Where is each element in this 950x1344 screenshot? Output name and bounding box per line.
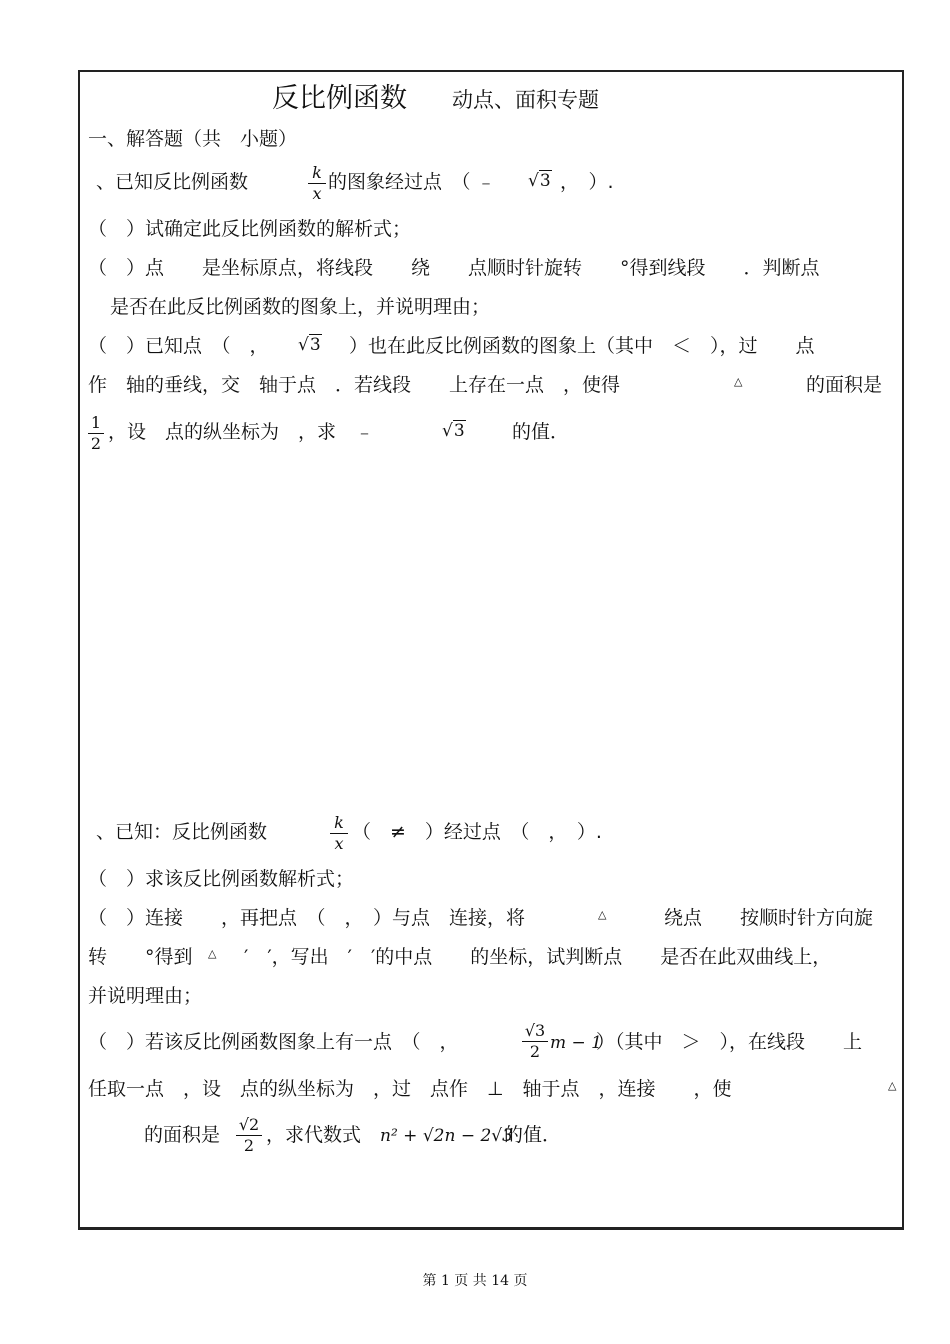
q2-expression: n² + √2n − 2√3 bbox=[380, 1126, 513, 1146]
q2-part3-fraction: √3 2 bbox=[522, 1022, 548, 1061]
q2-fraction: k x bbox=[330, 814, 348, 853]
q1-part3-sqrt: √3 bbox=[298, 335, 321, 355]
q2-part2-line2-a: 转 °得到 bbox=[88, 946, 193, 968]
q1-part1: （ ）试确定此反比例函数的解析式； bbox=[88, 218, 412, 240]
q2-part2-line2-b: ′ ′，写出 ′ ′的中点 的坐标，试判断点 是否在此双曲线上， bbox=[244, 946, 832, 968]
q2-part2-line1-b: 绕点 按顺时针方向旋 bbox=[664, 907, 874, 929]
q1-stem-c: ， ）. bbox=[560, 171, 614, 193]
q2-stem-b: （ ≠ ）经过点 （ ， ）. bbox=[352, 821, 602, 843]
q1-part3-line2-a: 作 轴的垂线，交 轴于点 ．若线段 上存在一点 ，使得 bbox=[88, 374, 621, 396]
q2-stem-a: 、已知：反比例函数 bbox=[96, 821, 268, 843]
q1-fraction: k x bbox=[308, 164, 326, 203]
q2-part3-line3-b: ，求代数式 bbox=[266, 1124, 362, 1146]
q2-part3-line3-a: 的面积是 bbox=[144, 1124, 221, 1146]
q2-part1: （ ）求该反比例函数解析式； bbox=[88, 868, 355, 890]
q1-stem-b: 的图象经过点 （ ﹣ bbox=[328, 171, 496, 193]
triangle-symbol: △ bbox=[208, 947, 217, 960]
triangle-symbol: △ bbox=[888, 1079, 897, 1092]
page-footer: 第 1 页 共 14 页 bbox=[422, 1273, 528, 1289]
q2-part2-line3: 并说明理由； bbox=[88, 985, 203, 1007]
q1-part3-line1-b: ）也在此反比例函数的图象上（其中 ＜ ），过 点 bbox=[330, 335, 815, 357]
page-frame bbox=[78, 70, 904, 1230]
page-subtitle: 动点、面积专题 bbox=[452, 88, 599, 112]
q2-part2-line1-a: （ ）连接 ，再把点 （ ， ）与点 连接，将 bbox=[88, 907, 526, 929]
q1-part2-line1: （ ）点 是坐标原点，将线段 绕 点顺时针旋转 °得到线段 ．判断点 bbox=[88, 257, 820, 279]
triangle-symbol: △ bbox=[734, 375, 743, 388]
q1-part3-line3-b: 的值． bbox=[512, 421, 570, 443]
q2-part3-line1-b: ）（其中 ＞ ），在线段 上 bbox=[596, 1031, 863, 1053]
q2-part3-line1-a: （ ）若该反比例函数图象上有一点 （ ， bbox=[88, 1031, 459, 1053]
q1-part3-fraction: 1 2 bbox=[88, 414, 104, 453]
q2-part3-line2-a: 任取一点 ，设 点的纵坐标为 ，过 点作 ⊥ 轴于点 ，连接 ，使 bbox=[88, 1078, 732, 1100]
q1-sqrt: √3 bbox=[528, 171, 551, 191]
q1-part3-line3-a: ，设 点的纵坐标为 ，求 ﹣ bbox=[108, 421, 375, 443]
q2-part3-line3-fraction: √2 2 bbox=[236, 1116, 262, 1155]
page-title: 反比例函数 bbox=[272, 83, 407, 114]
triangle-symbol: △ bbox=[598, 908, 607, 921]
q1-part2-line2: 是否在此反比例函数的图象上，并说明理由； bbox=[110, 296, 491, 318]
q1-part3-line1-a: （ ）已知点 （ ， bbox=[88, 335, 269, 357]
q2-part3-line3-c: 的值． bbox=[504, 1124, 562, 1146]
q1-stem-a: 、已知反比例函数 bbox=[96, 171, 249, 193]
q2-part3-tail: m − 1 bbox=[550, 1033, 602, 1053]
section-heading: 一、解答题（共 小题） bbox=[88, 128, 298, 150]
q1-part3-line2-b: 的面积是 bbox=[806, 374, 883, 396]
q1-part3-line3-sqrt: √3 bbox=[442, 421, 465, 441]
